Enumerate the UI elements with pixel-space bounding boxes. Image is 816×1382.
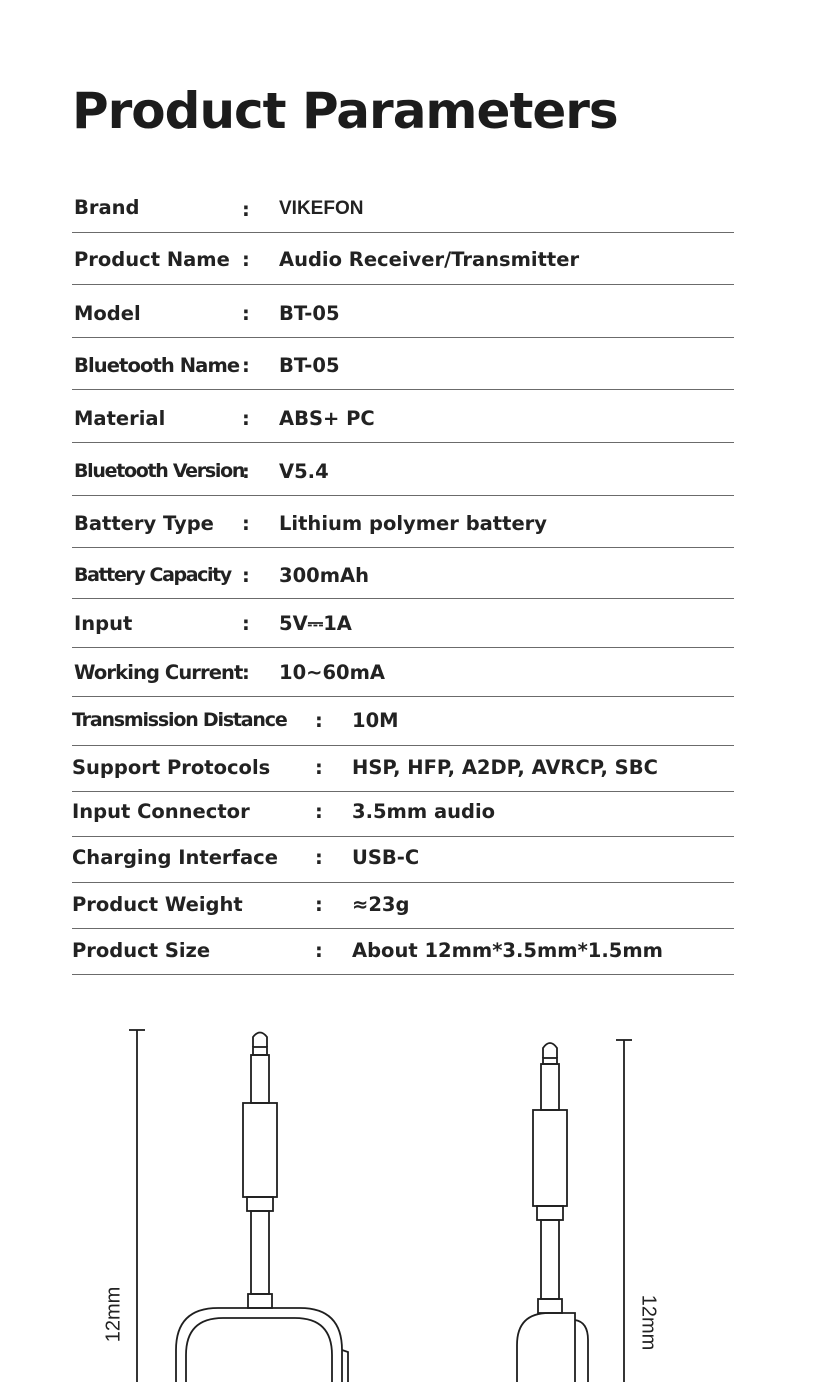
spec-label: Input Connector [72,800,250,823]
spec-row-material [72,389,734,443]
spec-row-battery-type [72,495,734,548]
spec-label: Model [74,302,141,325]
spec-value: 10~60mA [279,661,386,684]
spec-label: Product Name [74,248,230,271]
spec-row-support-protocols [72,745,734,792]
spec-label: Product Size [72,939,211,962]
spec-label: Bluetooth Name [74,354,240,377]
spec-colon: : [242,198,250,221]
spec-label: Battery Type [74,512,214,535]
spec-colon: : [315,709,323,732]
spec-row-transmission-distance [72,696,734,746]
side-view-device [517,1043,588,1382]
spec-row-battery-capacity [72,547,734,599]
spec-value: HSP, HFP, A2DP, AVRCP, SBC [352,756,658,779]
spec-row-brand [72,196,734,233]
spec-value: USB-C [352,846,420,869]
spec-colon: : [242,302,250,325]
spec-row-input-connector [72,791,734,837]
spec-row-model [72,284,734,338]
right-height-dimension-label: 12mm [637,1294,660,1351]
spec-colon: : [315,756,323,779]
spec-row-bluetooth-version [72,442,734,496]
spec-label: Support Protocols [72,756,271,779]
spec-label: Brand [74,196,140,219]
spec-colon: : [242,564,250,587]
spec-colon: : [242,460,250,483]
spec-label: Input [74,612,133,635]
spec-value: BT-05 [279,302,340,325]
spec-label: Product Weight [72,893,243,916]
spec-label: Transmission Distance [72,709,287,731]
spec-value: 10M [352,709,399,732]
spec-value: Lithium polymer battery [279,512,548,535]
page-title: Product Parameters [72,82,618,140]
spec-colon: : [242,612,250,635]
spec-colon: : [315,846,323,869]
spec-label: Battery Capacity [74,564,231,586]
spec-value: ABS+ PC [279,407,375,430]
spec-label: Bluetooth Version [74,460,245,482]
spec-row-bluetooth-name [72,337,734,390]
spec-value: V5.4 [279,460,329,483]
spec-row-charging-interface [72,836,734,883]
spec-colon: : [315,939,323,962]
spec-row-product-name [72,232,734,285]
spec-label: Material [74,407,166,430]
spec-row-product-weight [72,882,734,929]
spec-value: 5V⎓1A [279,612,352,635]
spec-colon: : [242,661,250,684]
spec-colon: : [242,512,250,535]
spec-colon: : [315,893,323,916]
spec-row-product-size [72,928,734,975]
spec-value: About 12mm*3.5mm*1.5mm [352,939,663,962]
spec-label: Working Current [74,661,243,684]
spec-colon: : [242,354,250,377]
spec-value: 300mAh [279,564,369,587]
spec-value: 3.5mm audio [352,800,496,823]
front-view-device [176,1033,348,1382]
spec-value: Audio Receiver/Transmitter [279,248,580,271]
spec-value: VIKEFON [279,198,364,219]
spec-colon: : [242,407,250,430]
left-height-dimension-label: 12mm [102,1286,125,1343]
spec-row-working-current [72,647,734,697]
spec-value: ≈23g [352,893,410,916]
spec-label: Charging Interface [72,846,278,869]
spec-row-input [72,598,734,648]
spec-colon: : [315,800,323,823]
spec-value: BT-05 [279,354,340,377]
spec-colon: : [242,248,250,271]
